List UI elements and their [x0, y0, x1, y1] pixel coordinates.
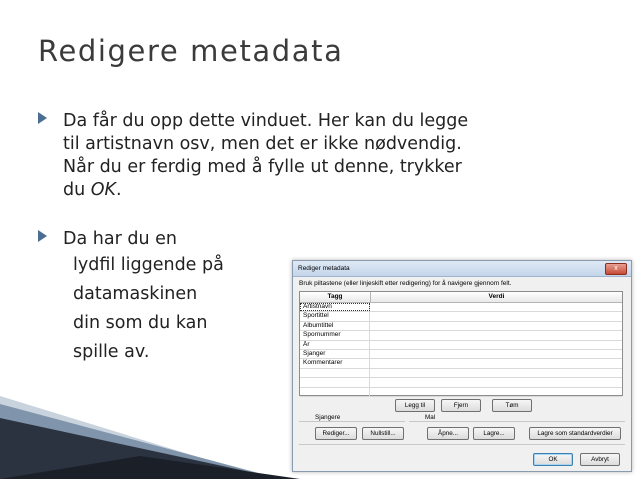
- value-cell[interactable]: [370, 322, 622, 330]
- bullet-item-2: [38, 228, 298, 367]
- template-group-divider: [409, 421, 625, 422]
- dialog-instructions: Bruk piltastene (eller linjeskift etter redigering) for å navigere gjennom felt.: [299, 280, 512, 287]
- tag-cell[interactable]: Kommentarer: [300, 359, 370, 367]
- slide-title: Redigere metadata: [38, 34, 344, 68]
- value-cell[interactable]: [370, 341, 622, 349]
- template-group-label: Mal: [425, 414, 436, 421]
- save-defaults-button[interactable]: Lagre som standardverdier: [529, 427, 621, 440]
- reset-genres-button[interactable]: Nullstill...: [362, 427, 404, 440]
- tag-cell[interactable]: [300, 378, 370, 386]
- bullet-item-1: [38, 110, 608, 202]
- table-row[interactable]: [300, 331, 622, 340]
- bullet-2-line: spille av.: [73, 342, 150, 362]
- bullet-2-line: lydfil liggende på: [73, 255, 224, 275]
- bullet-2-line: Da har du en: [63, 229, 177, 249]
- decorative-wedge: [0, 396, 300, 479]
- bullet-2-line: din som du kan: [73, 313, 208, 333]
- tag-cell[interactable]: År: [300, 341, 370, 349]
- dialog-titlebar[interactable]: [293, 261, 631, 277]
- arrow-bullet-icon: [38, 112, 50, 124]
- footer-divider: [299, 444, 625, 445]
- value-cell[interactable]: [370, 378, 622, 386]
- ok-button[interactable]: OK: [533, 453, 573, 466]
- tag-cell[interactable]: Albumtittel: [300, 322, 370, 330]
- table-row[interactable]: [300, 303, 622, 312]
- table-row[interactable]: [300, 378, 622, 387]
- open-template-button[interactable]: Åpne...: [427, 427, 469, 440]
- bullet-2-line: datamaskinen: [73, 284, 198, 304]
- table-row[interactable]: [300, 359, 622, 368]
- value-cell[interactable]: [370, 350, 622, 358]
- bullet-1-last-prefix: du: [63, 180, 91, 200]
- edit-genres-button[interactable]: Rediger...: [315, 427, 357, 440]
- table-row[interactable]: [300, 369, 622, 378]
- tag-cell[interactable]: Spornummer: [300, 331, 370, 339]
- arrow-bullet-icon: [38, 230, 50, 242]
- metadata-table: [299, 291, 623, 396]
- tag-cell[interactable]: Sportittel: [300, 312, 370, 320]
- dialog-title: Rediger metadata: [298, 265, 350, 272]
- table-header: [300, 292, 622, 303]
- table-row[interactable]: [300, 388, 622, 397]
- value-cell[interactable]: [370, 369, 622, 377]
- genres-group-label: Sjangere: [315, 414, 341, 421]
- tag-cell[interactable]: [300, 388, 370, 396]
- clear-button[interactable]: Tøm: [492, 399, 532, 412]
- remove-row-button[interactable]: Fjern: [441, 399, 481, 412]
- table-row[interactable]: [300, 341, 622, 350]
- value-cell[interactable]: [370, 331, 622, 339]
- genres-group-divider: [299, 421, 405, 422]
- cancel-button[interactable]: Avbryt: [580, 453, 620, 466]
- bullet-1-line: til artistnavn osv, men det er ikke nødvendig.: [63, 134, 462, 154]
- bullet-1-last-suffix: .: [116, 180, 122, 200]
- table-row[interactable]: [300, 322, 622, 331]
- edit-metadata-dialog: [292, 260, 632, 472]
- value-cell[interactable]: [370, 388, 622, 396]
- value-cell[interactable]: [370, 303, 622, 311]
- column-header-value[interactable]: Verdi: [488, 293, 505, 300]
- bullet-1-last-line: [63, 179, 608, 202]
- table-row[interactable]: [300, 312, 622, 321]
- tag-cell[interactable]: Sjanger: [300, 350, 370, 358]
- tag-cell[interactable]: Artistnavn: [300, 303, 370, 311]
- table-row[interactable]: [300, 350, 622, 359]
- bullet-1-line: Da får du opp dette vinduet. Her kan du legge: [63, 111, 469, 131]
- ok-emphasis: OK: [90, 180, 117, 200]
- tag-cell[interactable]: [300, 369, 370, 377]
- add-row-button[interactable]: Legg til: [395, 399, 435, 412]
- save-template-button[interactable]: Lagre...: [473, 427, 515, 440]
- close-button[interactable]: x: [605, 263, 627, 275]
- value-cell[interactable]: [370, 359, 622, 367]
- bullet-1-line: Når du er ferdig med å fylle ut denne, trykker: [63, 157, 462, 177]
- column-header-tag[interactable]: Tagg: [300, 292, 371, 302]
- value-cell[interactable]: [370, 312, 622, 320]
